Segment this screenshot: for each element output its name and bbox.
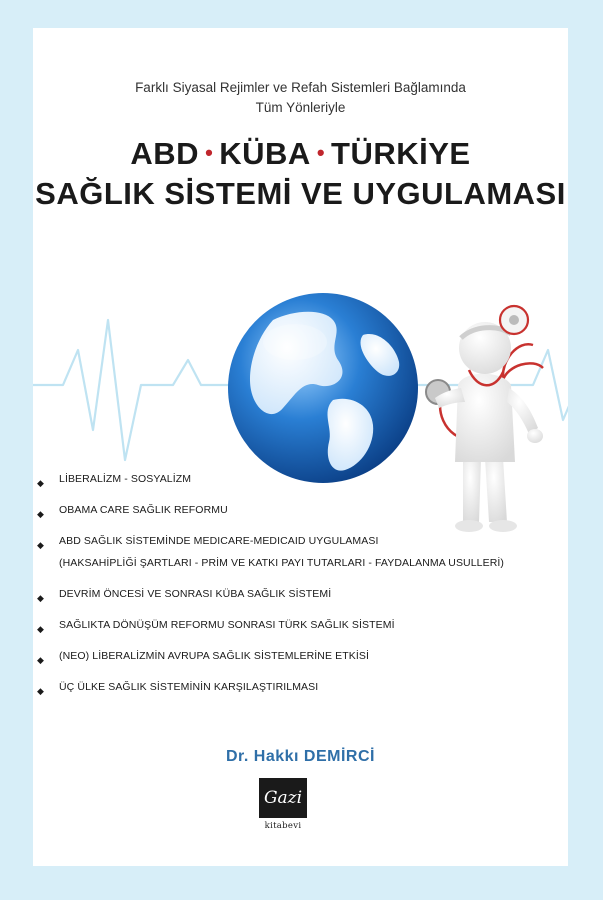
publisher-logo (259, 778, 307, 836)
topic-text: SAĞLIKTA DÖNÜŞÜM REFORMU SONRASI TÜRK SAĞLIK SİSTEMİ (59, 619, 395, 631)
cover-title-countries (33, 136, 568, 172)
topic-text: DEVRİM ÖNCESİ VE SONRASI KÜBA SAĞLIK SİSTEMİ (59, 588, 332, 600)
list-item (33, 647, 553, 665)
book-cover (33, 28, 568, 866)
country-abd: ABD (130, 136, 200, 171)
publisher-logo-mark: Gazi (259, 778, 307, 818)
bullet-diamond-icon: ◆ (37, 655, 45, 665)
list-item (33, 532, 553, 572)
subtitle-line-2: Tüm Yönleriyle (255, 100, 346, 115)
topic-text: OBAMA CARE SAĞLIK REFORMU (59, 504, 228, 516)
cover-subtitle (33, 78, 568, 118)
list-item (33, 616, 553, 634)
title-separator-1: • (205, 140, 214, 165)
subtitle-line-1: Farklı Siyasal Rejimler ve Refah Sistemleri Bağlamında (135, 80, 466, 95)
country-turkiye: TÜRKİYE (331, 136, 471, 171)
list-item (33, 501, 553, 519)
topic-text: ÜÇ ÜLKE SAĞLIK SİSTEMİNİN KARŞILAŞTIRILMASI (59, 681, 319, 693)
topic-list (33, 470, 553, 696)
publisher-logo-sub: kitabevi (264, 821, 302, 831)
country-kuba: KÜBA (219, 136, 311, 171)
topic-detail: (HAKSAHİPLİĞİ ŞARTLARI - PRİM VE KATKI PAYI TUTARLARI - FAYDALANMA USULLERİ) (59, 557, 505, 569)
bullet-diamond-icon: ◆ (37, 624, 45, 634)
bullet-diamond-icon: ◆ (37, 509, 45, 519)
list-item (33, 678, 553, 696)
list-item (33, 585, 553, 603)
bullet-diamond-icon: ◆ (37, 540, 45, 550)
bullet-diamond-icon: ◆ (37, 593, 45, 603)
title-separator-2: • (316, 140, 326, 165)
globe-icon (228, 293, 418, 483)
topic-text: (NEO) LİBERALİZMİN AVRUPA SAĞLIK SİSTEMLERİNE ETKİSİ (59, 650, 369, 662)
cover-title-main: SAĞLIK SİSTEMİ VE UYGULAMASI (35, 176, 566, 211)
topic-text: LİBERALİZM - SOSYALİZM (59, 473, 192, 485)
list-item (33, 470, 553, 488)
bullet-diamond-icon: ◆ (37, 478, 45, 488)
bullet-diamond-icon: ◆ (37, 686, 45, 696)
author-name: Dr. Hakkı DEMİRCİ (226, 748, 375, 765)
topic-text: ABD SAĞLIK SİSTEMİNDE MEDICARE-MEDICAID UYGULAMASI (59, 535, 379, 547)
